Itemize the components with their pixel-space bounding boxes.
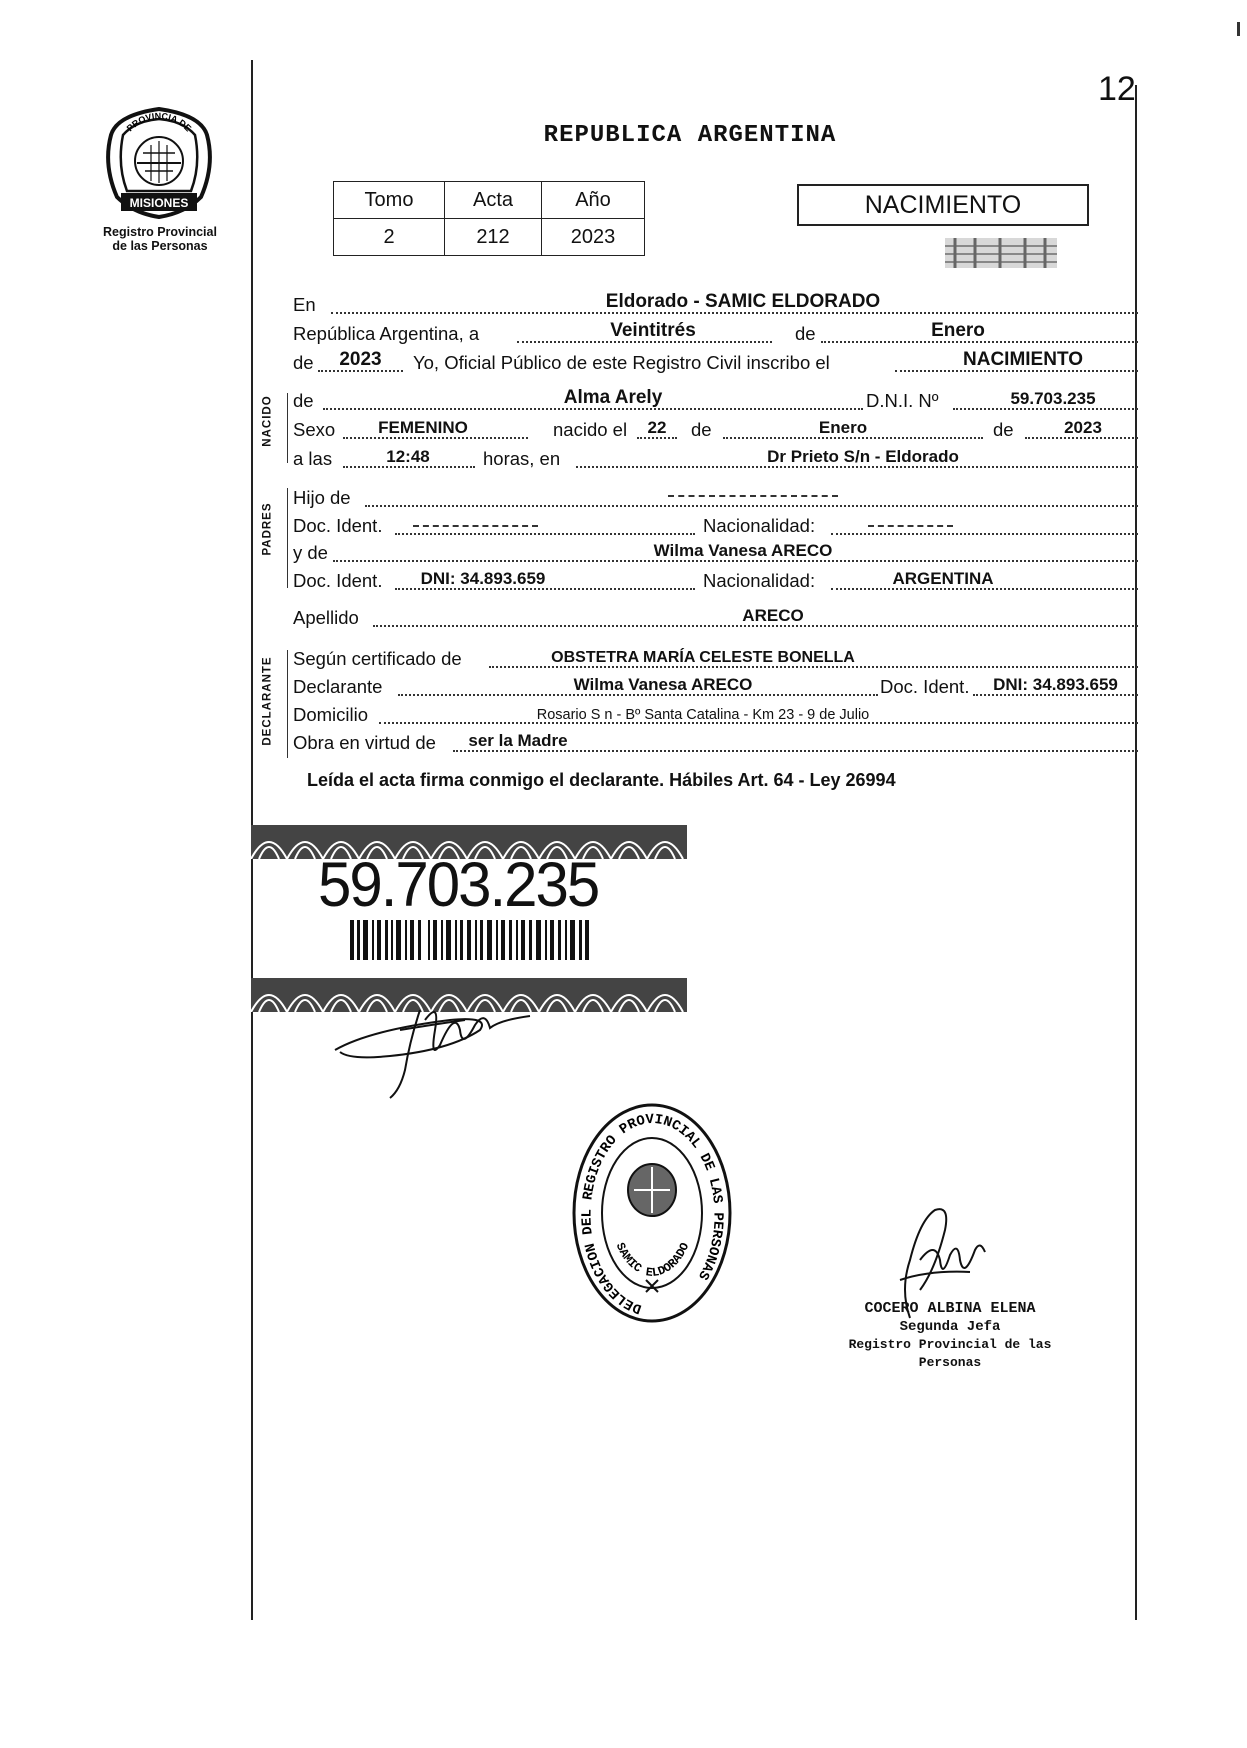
label-declarante: Declarante [293, 676, 383, 697]
label-certificado: Según certificado de [293, 648, 462, 669]
row-declarante [293, 674, 1138, 700]
row-fecha [293, 321, 1138, 347]
value-mes-nac: Enero [818, 418, 868, 437]
value-dia: Veintitrés [610, 320, 696, 341]
page-number: 12 [1098, 70, 1136, 108]
logo-top-text: PROVINCIA DE [124, 110, 194, 134]
value-mes: Enero [931, 320, 985, 341]
label-republica: República Argentina, a [293, 323, 480, 344]
label-nacido-el: nacido el [553, 419, 628, 440]
label-de2: de [293, 352, 314, 373]
row-apellido [293, 605, 1138, 631]
value-decl-doc: DNI: 34.893.659 [993, 675, 1118, 694]
row-domicilio [293, 702, 1138, 728]
declarant-signature [330, 990, 550, 1100]
registry-table [333, 181, 645, 256]
value-inscripcion: NACIMIENTO [963, 349, 1083, 370]
row-madre [293, 540, 1138, 566]
label-obra: Obra en virtud de [293, 732, 436, 753]
value-lugar-nac: Dr Prieto S/n - Eldorado [767, 447, 959, 466]
row-nacido-sexo [293, 417, 1138, 443]
value-sexo: FEMENINO [378, 418, 468, 437]
row-lugar [293, 292, 1138, 318]
value-madre-doc: DNI: 34.893.659 [420, 569, 546, 588]
value-dia-nac: 22 [647, 418, 667, 437]
row-nacido-nombre [293, 388, 1138, 414]
section-nacido-label: NACIDO [261, 395, 274, 447]
country-title: REPUBLICA ARGENTINA [543, 122, 837, 149]
logo-caption-line-2: de las Personas [112, 239, 208, 253]
value-anio-nac: 2023 [1064, 418, 1102, 437]
label-nacido-de: de [293, 390, 314, 411]
value-certificado: OBSTETRA MARÍA CELESTE BONELLA [551, 649, 855, 666]
provincia-misiones-logo [103, 105, 215, 220]
logo-caption-line-1: Registro Provincial [103, 225, 217, 239]
row-inscripcion [293, 350, 1138, 376]
logo-bottom-text: MISIONES [129, 196, 189, 210]
label-apellido: Apellido [293, 607, 359, 628]
label-nacido-de2: de [691, 419, 712, 440]
record-type-box: NACIMIENTO [797, 184, 1089, 226]
official-seal [570, 1095, 735, 1330]
row-hijo-de [293, 485, 1138, 511]
value-acta: 212 [445, 219, 542, 256]
scan-mark [1237, 22, 1240, 36]
value-hora: 12:48 [386, 447, 430, 466]
value-madre: Wilma Vanesa ARECO [653, 541, 833, 560]
value-anio: 2023 [339, 349, 382, 370]
value-obra: ser la Madre [468, 731, 568, 750]
label-y-de: y de [293, 542, 328, 563]
label-en: En [293, 294, 316, 315]
label-hijo-de: Hijo de [293, 487, 351, 508]
label-decl-doc: Doc. Ident. [880, 676, 970, 697]
value-nombre: Alma Arely [563, 387, 663, 408]
official-office: Registro Provincial de las Personas [848, 1337, 1052, 1370]
official-name: COCERO ALBINA ELENA [864, 1300, 1036, 1317]
label-yo: Yo, Oficial Público de este Registro Civil inscribo el [413, 352, 830, 373]
dni-large-print: 59.703.235 [318, 849, 599, 920]
value-domicilio: Rosario S n - Bº Santa Catalina - Km 23 - 9 de Julio [536, 707, 870, 723]
section-declarante-label: DECLARANTE [261, 656, 274, 746]
section-padres-label: PADRES [261, 502, 274, 556]
label-doc-ident-2: Doc. Ident. [293, 570, 383, 591]
label-nacionalidad: Nacionalidad: [703, 515, 816, 536]
row-certificado [293, 646, 1138, 672]
label-horas-en: horas, en [483, 448, 561, 469]
value-lugar: Eldorado - SAMIC ELDORADO [605, 291, 881, 312]
header-acta: Acta [445, 182, 542, 219]
label-doc-ident: Doc. Ident. [293, 515, 383, 536]
value-anio: 2023 [542, 219, 645, 256]
stamp-mark-icon [945, 238, 1057, 268]
row-obra [293, 730, 1138, 756]
official-signature-block [820, 1300, 1080, 1372]
value-apellido: ARECO [742, 606, 804, 625]
official-role: Segunda Jefa [899, 1319, 1001, 1335]
label-nacionalidad-2: Nacionalidad: [703, 570, 816, 591]
barcode-icon [350, 920, 590, 960]
value-dni: 59.703.235 [1010, 389, 1096, 408]
row-padre-doc [293, 513, 1138, 539]
value-madre-nac: ARGENTINA [892, 569, 994, 588]
label-nacido-de3: de [993, 419, 1014, 440]
label-alas: a las [293, 448, 333, 469]
legal-note: Leída el acta firma conmigo el declarante. Hábiles Art. 64 - Ley 26994 [307, 770, 896, 790]
logo-caption [85, 225, 235, 253]
label-dni: D.N.I. Nº [866, 390, 939, 411]
header-anio: Año [542, 182, 645, 219]
row-nacido-hora [293, 446, 1138, 472]
label-domicilio: Domicilio [293, 704, 369, 725]
value-declarante: Wilma Vanesa ARECO [573, 675, 753, 694]
seal-inner-text: SAMIC ELDORADO [612, 1240, 693, 1280]
value-tomo: 2 [334, 219, 445, 256]
label-sexo: Sexo [293, 419, 336, 440]
label-de: de [795, 323, 816, 344]
row-madre-doc [293, 568, 1138, 594]
header-tomo: Tomo [334, 182, 445, 219]
seal-ring-text: DELEGACION DEL REGISTRO PROVINCIAL DE LAS PERSONAS [579, 1111, 726, 1317]
